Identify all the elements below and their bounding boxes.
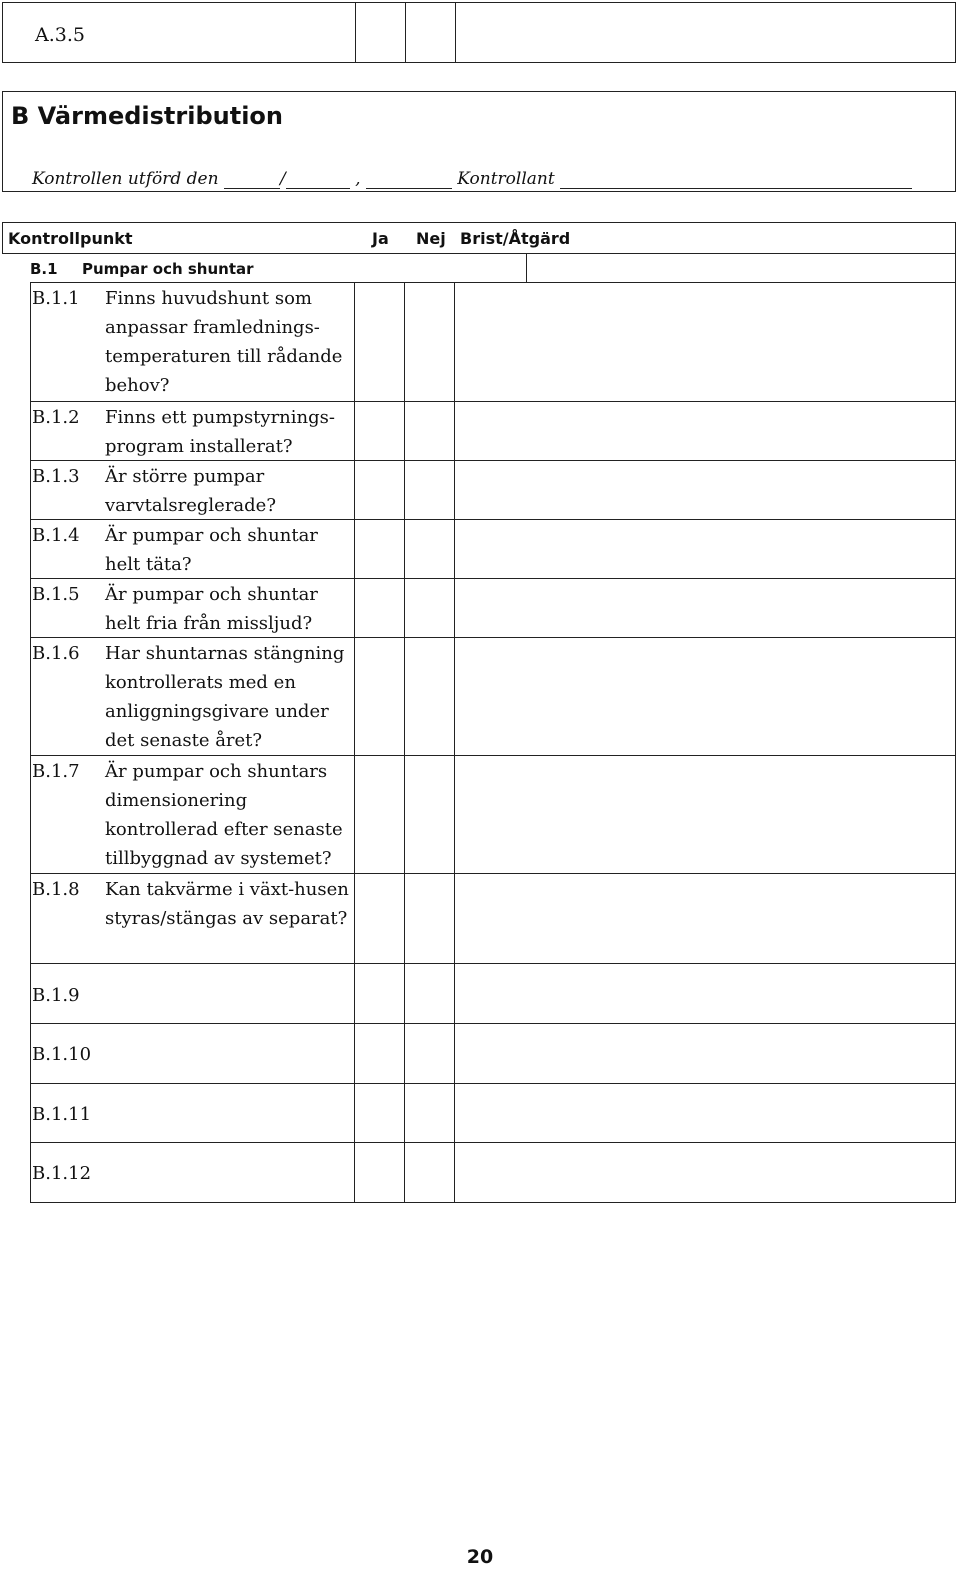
row-code: B.1.10 — [32, 1044, 92, 1065]
date-comma: , — [355, 169, 361, 189]
inspector-field[interactable] — [560, 170, 912, 189]
date-line — [32, 169, 912, 189]
date-prefix: Kontrollen utförd den — [32, 169, 219, 189]
row-question: Är pumpar och shuntar helt täta? — [105, 525, 318, 575]
row-separator — [30, 1023, 956, 1024]
group-label: Pumpar och shuntar — [82, 260, 254, 278]
table-border — [2, 222, 3, 254]
table-border — [526, 253, 527, 283]
row-question: Är större pumpar varvtalsreglerade? — [105, 466, 276, 516]
page-number: 20 — [466, 1546, 494, 1568]
group-code: B.1 — [30, 260, 58, 278]
table-border — [30, 282, 956, 283]
row-code: B.1.6 — [32, 643, 80, 664]
row-separator — [30, 963, 956, 964]
header-yes: Ja — [372, 229, 389, 248]
date-slash: / — [279, 169, 286, 189]
row-code: B.1.7 — [32, 761, 80, 782]
row-code: B.1.5 — [32, 584, 80, 605]
row-separator — [30, 1142, 956, 1143]
row-separator — [30, 401, 956, 402]
row-code: B.1.3 — [32, 466, 80, 487]
header-action: Brist/Åtgärd — [460, 229, 571, 248]
section-title: B Värmedistribution — [11, 102, 283, 130]
row-separator — [30, 755, 956, 756]
reference-code: A.3.5 — [35, 24, 85, 46]
row-question: Kan takvärme i växt-husen styras/stängas av separat? — [105, 879, 349, 929]
reference-strip — [2, 2, 956, 63]
table-border — [2, 253, 956, 254]
row-code: B.1.11 — [32, 1104, 92, 1125]
row-code: B.1.1 — [32, 288, 80, 309]
row-separator — [30, 1202, 956, 1203]
row-code: B.1.2 — [32, 407, 80, 428]
table-border — [30, 282, 31, 1203]
table-border — [955, 222, 956, 1203]
row-code: B.1.12 — [32, 1163, 92, 1184]
ref-divider — [455, 3, 456, 62]
row-question: Har shuntarnas stängning kontrollerats med en anliggningsgivare under det senaste året? — [105, 643, 345, 751]
day-field[interactable] — [224, 170, 280, 189]
header-no: Nej — [416, 229, 446, 248]
table-border — [454, 282, 455, 1203]
ref-divider — [405, 3, 406, 62]
row-code: B.1.9 — [32, 985, 80, 1006]
row-separator — [30, 1083, 956, 1084]
inspector-label: Kontrollant — [457, 169, 555, 189]
row-question: Är pumpar och shuntars dimensionering kontrollerad efter senaste tillbyggnad av systemet? — [105, 761, 343, 869]
month-field[interactable] — [286, 170, 350, 189]
row-code: B.1.8 — [32, 879, 80, 900]
table-border — [404, 282, 405, 1203]
checklist-table — [2, 222, 956, 1203]
header-checkpoint: Kontrollpunkt — [8, 229, 133, 248]
row-separator — [30, 873, 956, 874]
row-question: Är pumpar och shuntar helt fria från missljud? — [105, 584, 318, 634]
row-question: Finns ett pumpstyrnings-program installerat? — [105, 407, 335, 457]
row-code: B.1.4 — [32, 525, 80, 546]
year-field[interactable] — [366, 170, 452, 189]
row-question: Finns huvudshunt som anpassar framlednings-temperaturen till rådande behov? — [105, 288, 343, 396]
table-border — [2, 222, 956, 223]
ref-divider — [355, 3, 356, 62]
